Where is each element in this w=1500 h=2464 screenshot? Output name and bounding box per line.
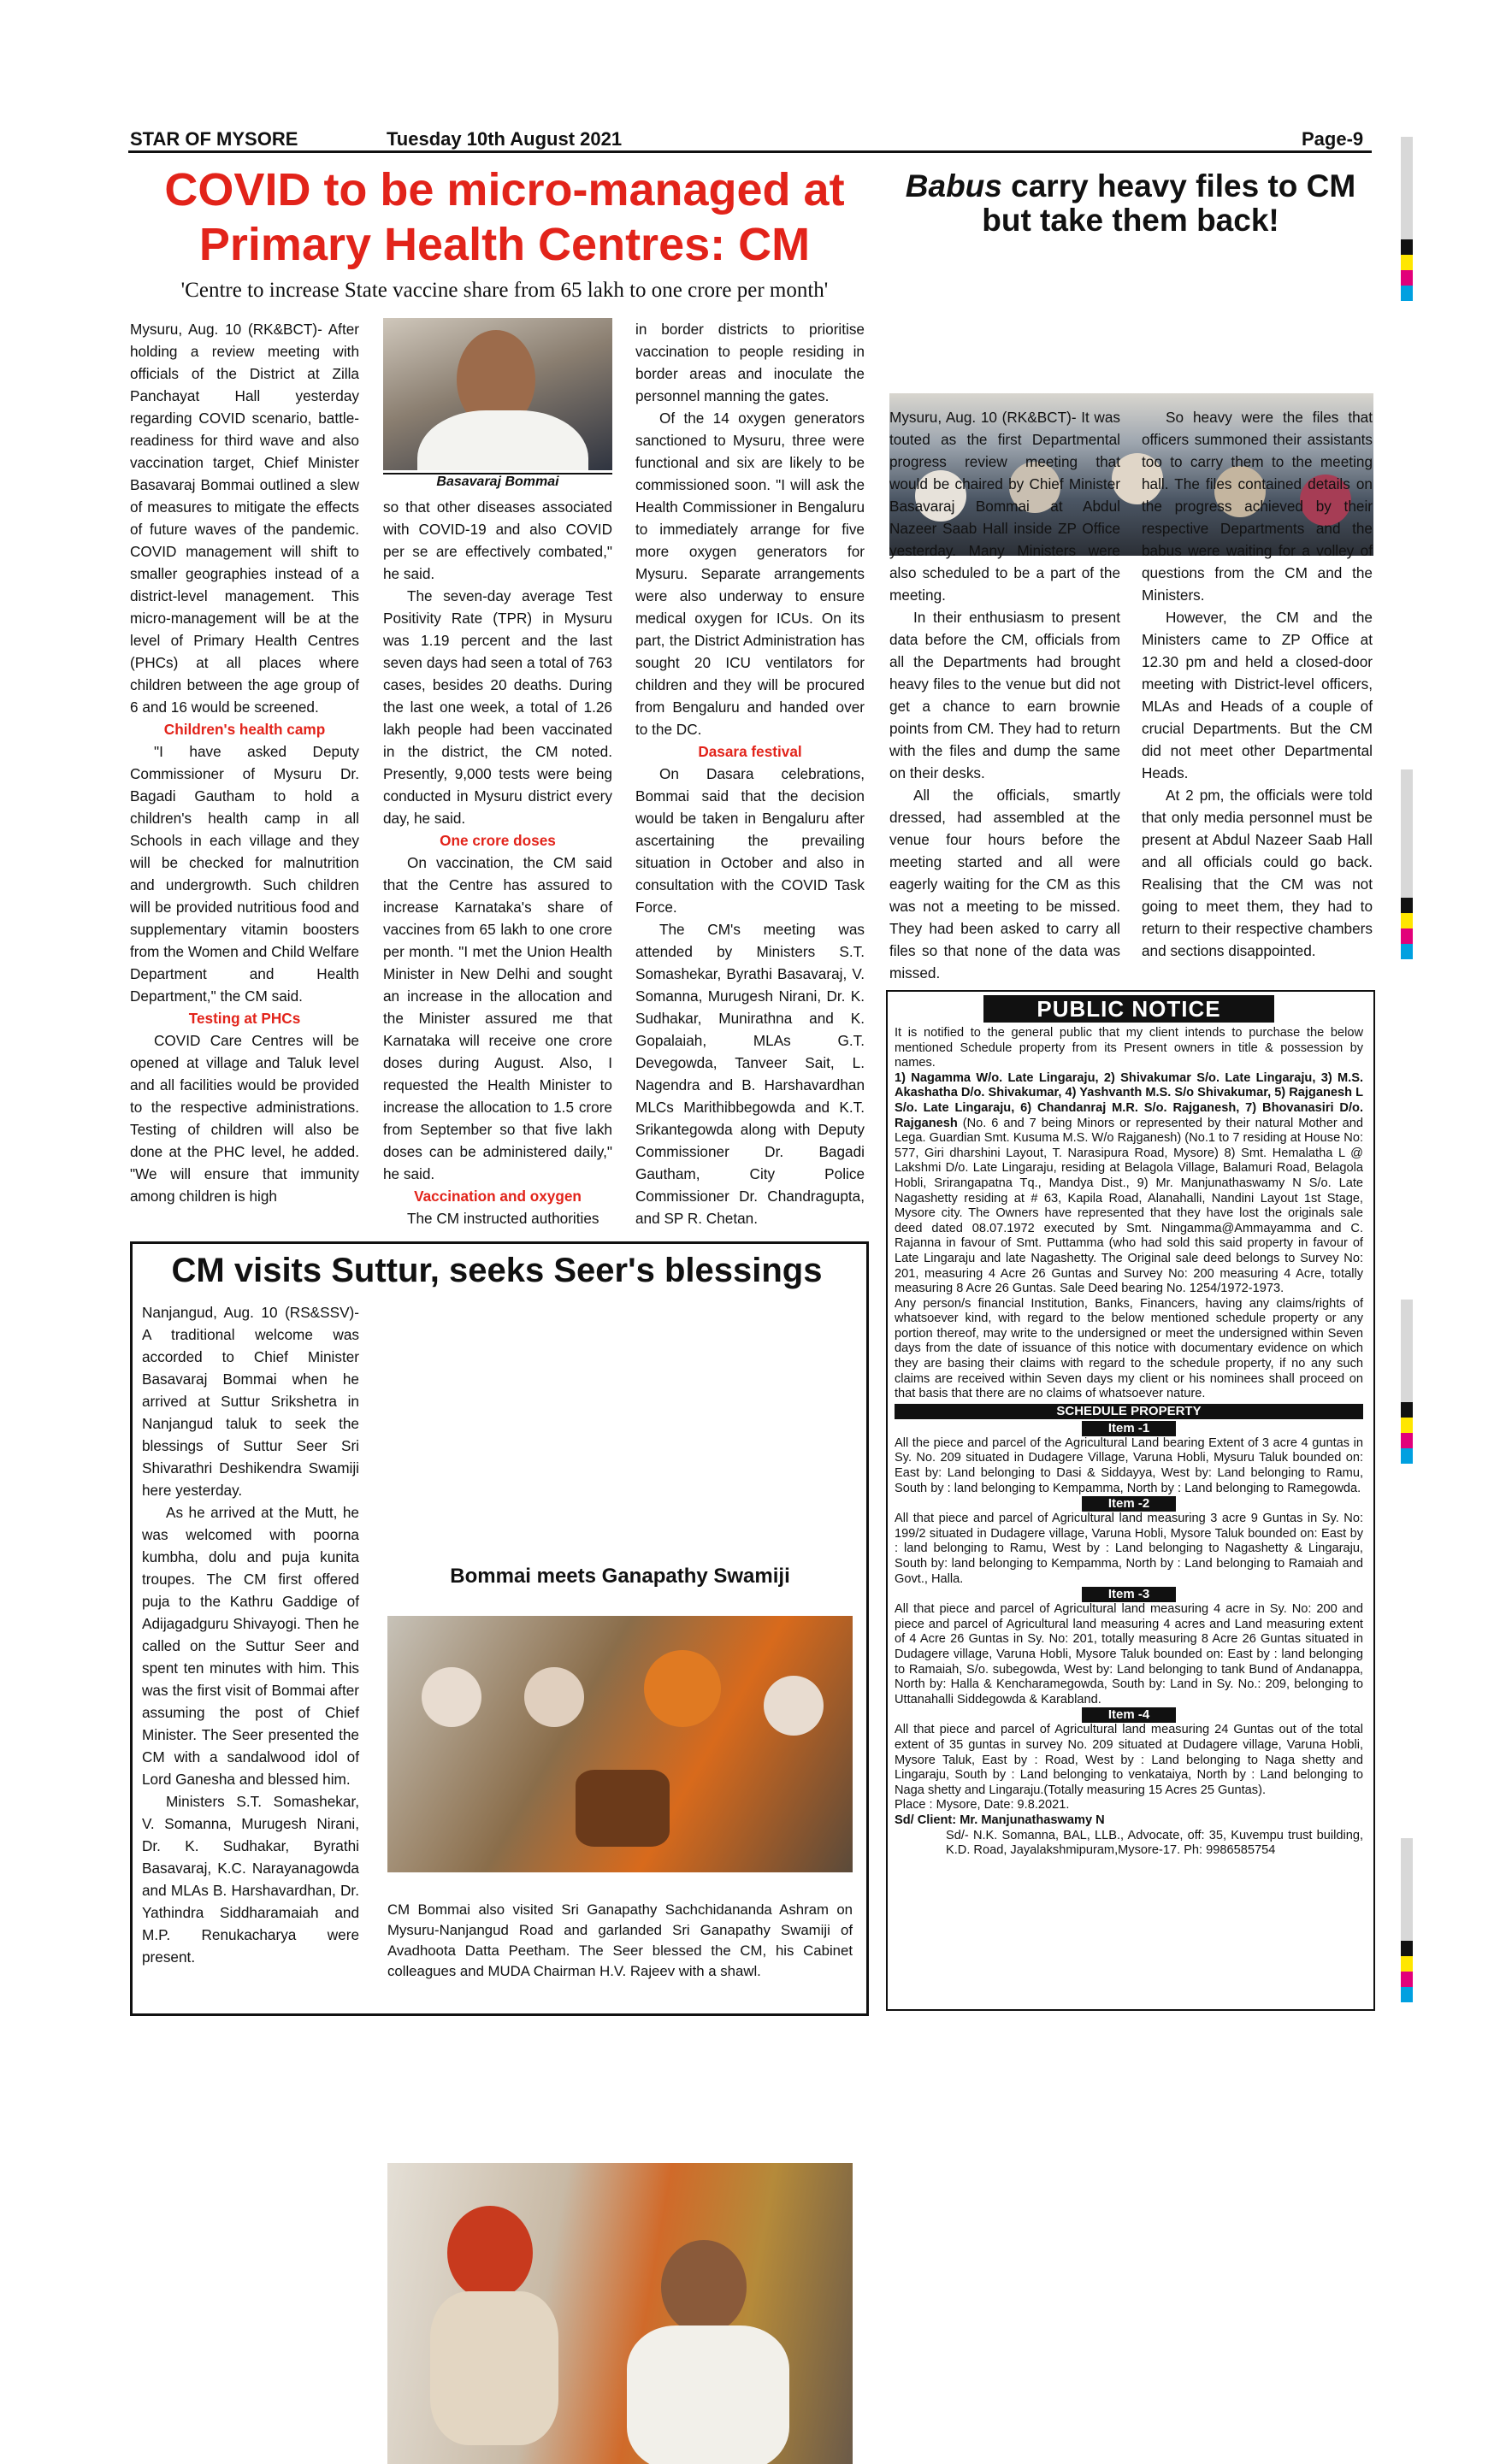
story1-headline: [128, 162, 881, 272]
cmyk-black-swatch: [1401, 898, 1413, 913]
story1-paragraph: Of the 14 oxygen generators sanctioned to Mysuru, three were functional and six are likely to be commissioned soon. "I will ask the Health Commissioner in Bengaluru to immediately arrange for five more oxygen generators for Mysuru. Separate arrangements were also underway to ensure medical oxygen for ICUs. On its part, the District Administration has sought 20 ICU ventilators for children and they will be procured from Bengaluru and handed over to the DC.: [635, 410, 865, 738]
story3-paragraph: Ministers S.T. Somashekar, V. Somanna, Murugesh Nirani, Dr. K. Sudhakar, Byrathi Basavaraj, K.C. Narayanagowda and MLAs B. Harshavardhan, Dr. Yathindra Siddharamaiah and M.P. Renukacharya were present.: [142, 1793, 359, 1966]
notice-owners-bold: 1) Nagamma W/o. Late Lingaraju, 2) Shivakumar S/o. Late Lingaraju, 3) M.S. Akashatha D/o. Shivakumar, 4) Yashvanth M.S. S/o Shivakumar, 5) Rajganesh L S/o. Late Lingaraju, 6) Chandanraj M.R. S/o. Rajganesh, 7) Bhovanasiri D/o. Rajganesh: [895, 1070, 1363, 1130]
story1-paragraph: Mysuru, Aug. 10 (RK&BCT)- After holding a review meeting with officials of the District at Zilla Panchayat Hall yesterday regarding COVID scenario, battle-readiness for third wave and also vaccination target, Chief Minister Basavaraj Bommai outlined a slew of measures to mitigate the effects of future waves of the pandemic. COVID management will shift to smaller geographies instead of a district-level management. This micro-management will be at the level of Primary Health Centres (PHCs) at all places where children between the age group of 6 and 16 would be screened.: [130, 321, 359, 716]
story3-paragraph: As he arrived at the Mutt, he was welcomed with poorna kumbha, dolu and puja kunita troupes. The CM first offered puja to the Kathru Gaddige of Adijagadguru Shivayogi. Then he called on the Suttur Seer and spent ten minutes with him. This was the first visit of Bommai after assuming the post of Chief Minister. The Seer presented the CM with a sandalwood idol of Lord Ganesha and blessed him.: [142, 1504, 359, 1788]
notice-owners: [895, 1071, 1363, 1297]
page-number: Page-9: [1302, 128, 1364, 150]
story1-column-3: [635, 318, 865, 1229]
story2-paragraph: Mysuru, Aug. 10 (RK&BCT)- It was touted as the first Departmental progress review meeting that would be chaired by Chief Minister Basavaraj Bommai at Abdul Nazeer Saab Hall inside ZP Office yesterday. Many Ministers were also scheduled to be a part of the meeting.: [889, 409, 1120, 604]
story2-headline-italic: Babus: [905, 168, 1002, 203]
cmyk-magenta-swatch: [1401, 270, 1413, 286]
cmyk-yellow-swatch: [1401, 1956, 1413, 1972]
notice-place-date: Place : Mysore, Date: 9.8.2021.: [895, 1798, 1070, 1813]
cmyk-yellow-swatch: [1401, 255, 1413, 270]
suttur-seer-photo: [387, 1616, 853, 1872]
story2-headline-line1: [891, 169, 1370, 203]
story1-paragraph: "I have asked Deputy Commissioner of Mysuru Dr. Bagadi Gautham to hold a children's health camp in all Schools in each village and they will be checked for malnutrition and undergrowth. Such children will be provided nutritious food and supplementary vitamin boosters from the Women and Child Welfare Department and Health Department," the CM said.: [130, 743, 359, 1005]
story1-paragraph: The CM instructed authorities: [407, 1210, 599, 1227]
cmyk-magenta-swatch: [1401, 1433, 1413, 1448]
story3-headline: CM visits Suttur, seeks Seer's blessings: [171, 1252, 823, 1289]
registration-grey-bar: [1401, 769, 1413, 898]
cmyk-color-strip: [1401, 239, 1413, 301]
cmyk-magenta-swatch: [1401, 928, 1413, 944]
story1-column-2: [383, 496, 612, 1229]
story1-paragraph: The seven-day average Test Positivity Rate (TPR) in Mysuru was 1.19 percent and the last seven days had seen a total of 763 cases, besides 20 deaths. During the last one week, a total of 1.26 lakh people had been vaccinated in the district, the CM noted. Presently, 9,000 tests were being conducted in Mysuru district every day, he said.: [383, 587, 612, 827]
story1-headline-line2: Primary Health Centres: CM: [198, 219, 811, 270]
registration-grey-bar: [1401, 137, 1413, 239]
header-rule: [128, 150, 1372, 153]
schedule-item-text: All that piece and parcel of Agricultural land measuring 24 Guntas out of the total extent of 35 guntas in survey No. 209 situated at Dudagere village, Varuna Hobli, Mysore Taluk, East by : Road, West by : Land belonging to Naga shetty and Lingaraju, South by : Land belonging to venkataiya, North by : Land belonging to Naga shetty and Lingaraju.(Totally measuring 15 Acres 25 Guntas).: [895, 1723, 1363, 1797]
cmyk-black-swatch: [1401, 1402, 1413, 1418]
schedule-property-title: SCHEDULE PROPERTY: [895, 1404, 1363, 1419]
notice-intro: It is notified to the general public that my client intends to purchase the below mentioned Schedule property from its Present owners in title & possession by names.: [895, 1026, 1363, 1070]
schedule-item-label: Item -2: [1082, 1496, 1176, 1512]
story1-paragraph: On vaccination, the CM said that the Centre has assured to increase Karnataka's share of vaccines from 65 lakh to one crore per month. "I met the Union Health Minister in New Delhi and sought an increase in the allocation and the Minister assured me that Karnataka will receive one crore doses during August. Also, I requested the Health Minister to increase the allocation to 1.5 crore from September so that five lakh doses can be administered daily," he said.: [383, 854, 612, 1182]
story1-paragraph: in border districts to prioritise vaccination to people residing in border areas and inoculate the personnel manning the gates.: [635, 321, 865, 404]
story1-deck: 'Centre to increase State vaccine share from 65 lakh to one crore per month': [180, 279, 829, 302]
registration-grey-bar: [1401, 1838, 1413, 1941]
story1-subhead-testing: Testing at PHCs: [188, 1010, 301, 1027]
story2-headline: [891, 169, 1370, 238]
cmyk-cyan-swatch: [1401, 286, 1413, 301]
story1-paragraph: The CM's meeting was attended by Ministers S.T. Somashekar, Byrathi Basavaraj, V. Somanna, Murugesh Nirani, Dr. K. Sudhakar, Munirathna and K. Gopalaiah, MLAs G.T. Devegowda, Tanveer Sait, L. Nagendra and B. Harshavardhan MLCs Marithibbegowda and K.T. Srikantegowda along with Deputy Commissioner Dr. Bagadi Gautham, City Police Commissioner Dr. Chandragupta, and SP R. Chetan.: [635, 921, 865, 1227]
story2-paragraph: However, the CM and the Ministers came to ZP Office at 12.30 pm and held a closed-door meeting with District-level officers, MLAs and Heads of a couple of crucial Departments. But the CM did not meet other Departmental Heads.: [1142, 609, 1373, 781]
cmyk-color-strip: [1401, 898, 1413, 959]
cmyk-yellow-swatch: [1401, 913, 1413, 928]
cmyk-yellow-swatch: [1401, 1418, 1413, 1433]
story1-headline-line1: COVID to be micro-managed at: [164, 164, 845, 215]
public-notice-body: [895, 1026, 1363, 1859]
story2-column-2: [1142, 406, 1373, 962]
story2-paragraph: So heavy were the files that officers summoned their assistants too to carry them to the meeting hall. The files contained details on the progress achieved by their respective Departments and the babus were waiting for a volley of questions from the CM and the Ministers.: [1142, 409, 1373, 604]
cmyk-cyan-swatch: [1401, 1987, 1413, 2002]
masthead-name: STAR OF MYSORE: [130, 128, 298, 150]
story1-paragraph: On Dasara celebrations, Bommai said that the decision would be taken in Bengaluru after ascertaining the prevailing situation in October and also in consultation with the COVID Task Force.: [635, 765, 865, 916]
cmyk-color-strip: [1401, 1402, 1413, 1464]
story2-headline-rest: carry heavy files to CM: [1001, 168, 1356, 203]
ganapathy-swamiji-photo: [387, 2163, 853, 2464]
cmyk-black-swatch: [1401, 239, 1413, 255]
cmyk-cyan-swatch: [1401, 944, 1413, 959]
story3-subhead: Bommai meets Ganapathy Swamiji: [450, 1565, 790, 1588]
cmyk-magenta-swatch: [1401, 1972, 1413, 1987]
notice-client: Sd/ Client: Mr. Manjunathaswamy N: [895, 1813, 1105, 1827]
cmyk-color-strip: [1401, 1941, 1413, 2002]
bommai-photo-caption: Basavaraj Bommai: [383, 473, 612, 490]
story1-column-1: [130, 318, 359, 1207]
story3-column: [142, 1301, 359, 1968]
schedule-item-text: All the piece and parcel of the Agricultural Land bearing Extent of 3 acre 4 guntas in Sy. No. 209 situated in Dudagere Village, Varuna Hobli, Mysuru Taluk bounded on: East by: Land belonging to Dasi & Siddayya, West by: Land belonging to Ramu, South by : land belonging to Kempamma, North by : Land belonging to Ramegowda.: [895, 1435, 1363, 1495]
story2-column-1: [889, 406, 1120, 984]
public-notice-title: PUBLIC NOTICE: [983, 995, 1274, 1023]
story2-paragraph: All the officials, smartly dressed, had assembled at the venue four hours before the meeting started and all were eagerly waiting for the CM as this was not a meeting to be missed. They had been asked to carry all files so that none of the data was missed.: [889, 787, 1120, 981]
notice-owners-rest: (No. 6 and 7 being Minors or represented by their natural Mother and Lega. Guardian Smt. Kusuma M.S. W/o Rajganesh) (No.1 to 7 residing at House No: 577, Giri dharshini Layout, T. Narasipura Road, Mysore) 8) Smt. Hemalatha L @ Lakshmi D/o. Late Lingaraju, residing at Belagola Village, Balamuri Road, Belagola Hobli, Srirangapatna Tq., Mandya Dist., 9) Mr. Manjunathaswamy N S/o. Late Nagashetty residing at # 63, Kapila Road, Alanahalli, Nandini Layout 1st Stage, Mysore city. The Owners have represented that they have lost the originals sale deed dated 08.07.1972 executed by Smt. Ningamma@Ammayamma and C. Rajanna in favour of Smt. Puttamma (who had sold this said property in favour of Late Lingaraju and late Nagashetty. The Original sale deed belongs to Survey No: 201, measuring 4 Acre 26 Guntas and Survey No: 200 measuring 4 Acre, totally measuring 8 Acre 26 Guntas. Sale Deed bearing No. 1254/1972-1973.: [895, 1116, 1363, 1296]
story3-paragraph: Nanjangud, Aug. 10 (RS&SSV)- A traditional welcome was accorded to Chief Minister Basavaraj Bommai when he arrived at Suttur Srikshetra in Nanjangud taluk to seek the blessings of Suttur Seer Sri Shivarathri Deshikendra Swamiji here yesterday.: [142, 1304, 359, 1499]
ganapathy-photo-caption: CM Bommai also visited Sri Ganapathy Sachchidananda Ashram on Mysuru-Nanjangud Road and garlanded Sri Ganapathy Swamiji of Avadhoota Datta Peetham. The Seer blessed the CM, his Cabinet colleagues and MUDA Chairman H.V. Rajeev with a shawl.: [387, 1901, 853, 1979]
notice-advocate: Sd/- N.K. Somanna, BAL, LLB., Advocate, off: 35, Kuvempu trust building, K.D. Road, Jayalakshmipuram,Mysore-17. Ph: 9986585754: [946, 1828, 1363, 1858]
schedule-item-label: Item -3: [1082, 1587, 1176, 1602]
story1-subhead-children: Children's health camp: [163, 721, 326, 738]
story2-paragraph: At 2 pm, the officials were told that only media personnel must be present at Abdul Nazeer Saab Hall and all officials could go back. Realising that the CM was not going to meet them, they had to return to their respective chambers and sections disappointed.: [1142, 787, 1373, 959]
schedule-item-label: Item -4: [1082, 1707, 1176, 1723]
schedule-item-text: All that piece and parcel of Agricultural land measuring 4 acre in Sy. No: 200 and piece and parcel of Agricultural land measuring 4 acres and Land measuring extent of 4 Acre 26 Guntas in Sy. No: 201, totally measuring 8 Acre 26 Guntas situated in Dudagere village, Varuna Hobli, Mysore Taluk bounded on: East by : land belonging to Ramaiah, S/o. subegowda, West by: Land belonging to tank Bund of Andanappa, North by: Halla & Kencharamegowda, South by: Land in Sy. No.: 209, belonging to Uttanahalli Siddegowda & Karabland.: [895, 1602, 1363, 1707]
schedule-item-label: Item -1: [1082, 1421, 1176, 1436]
story1-paragraph: COVID Care Centres will be opened at village and Taluk level and all facilities would be provided to the respective administrations. Testing of children will also be done at the PHC level, he added. "We will ensure that immunity among children is high: [130, 1032, 359, 1205]
registration-grey-bar: [1401, 1300, 1413, 1402]
notice-objection: Any person/s financial Institution, Banks, Financers, having any claims/rights of whatsoever kind, with regard to the below mentioned schedule property or any portion thereof, may write to the undersigned or meet the undersigned within Seven days from the date of issuance of this notice with documentary evidence on which they are basing their claims with regard to the schedule property, if no any such claims are received within Seven days my client or his nominees shall proceed on that basis that there are no claims of whatsoever nature.: [895, 1296, 1363, 1401]
story2-headline-line2: but take them back!: [982, 203, 1279, 238]
bommai-portrait-photo: [383, 318, 612, 470]
issue-date: Tuesday 10th August 2021: [387, 128, 623, 150]
cmyk-cyan-swatch: [1401, 1448, 1413, 1464]
story1-subhead-dasara: Dasara festival: [698, 743, 802, 760]
story1-paragraph: so that other diseases associated with COVID-19 and also COVID per se are effectively combated," he said.: [383, 498, 612, 582]
story2-paragraph: In their enthusiasm to present data before the CM, officials from all the Departments had brought heavy files to the venue but did not get a chance to earn brownie points from CM. They had to return with the files and dump the same on their desks.: [889, 609, 1120, 781]
story1-subhead-vaccination: Vaccination and oxygen: [414, 1188, 582, 1205]
cmyk-black-swatch: [1401, 1941, 1413, 1956]
story1-subhead-crore: One crore doses: [440, 832, 556, 849]
schedule-item-text: All that piece and parcel of Agricultural land measuring 3 acre 9 Guntas in Sy. No: 199/2 situated in Dudagere village, Varuna Hobli, Mysore Taluk bounded on: East by : land belonging to Ramu, West by : Land belonging to Nagashetty & Lingaraju, South by: land belonging to Kempamma, North by : Land belonging to Ramaiah and Govt., Halla.: [895, 1512, 1363, 1586]
